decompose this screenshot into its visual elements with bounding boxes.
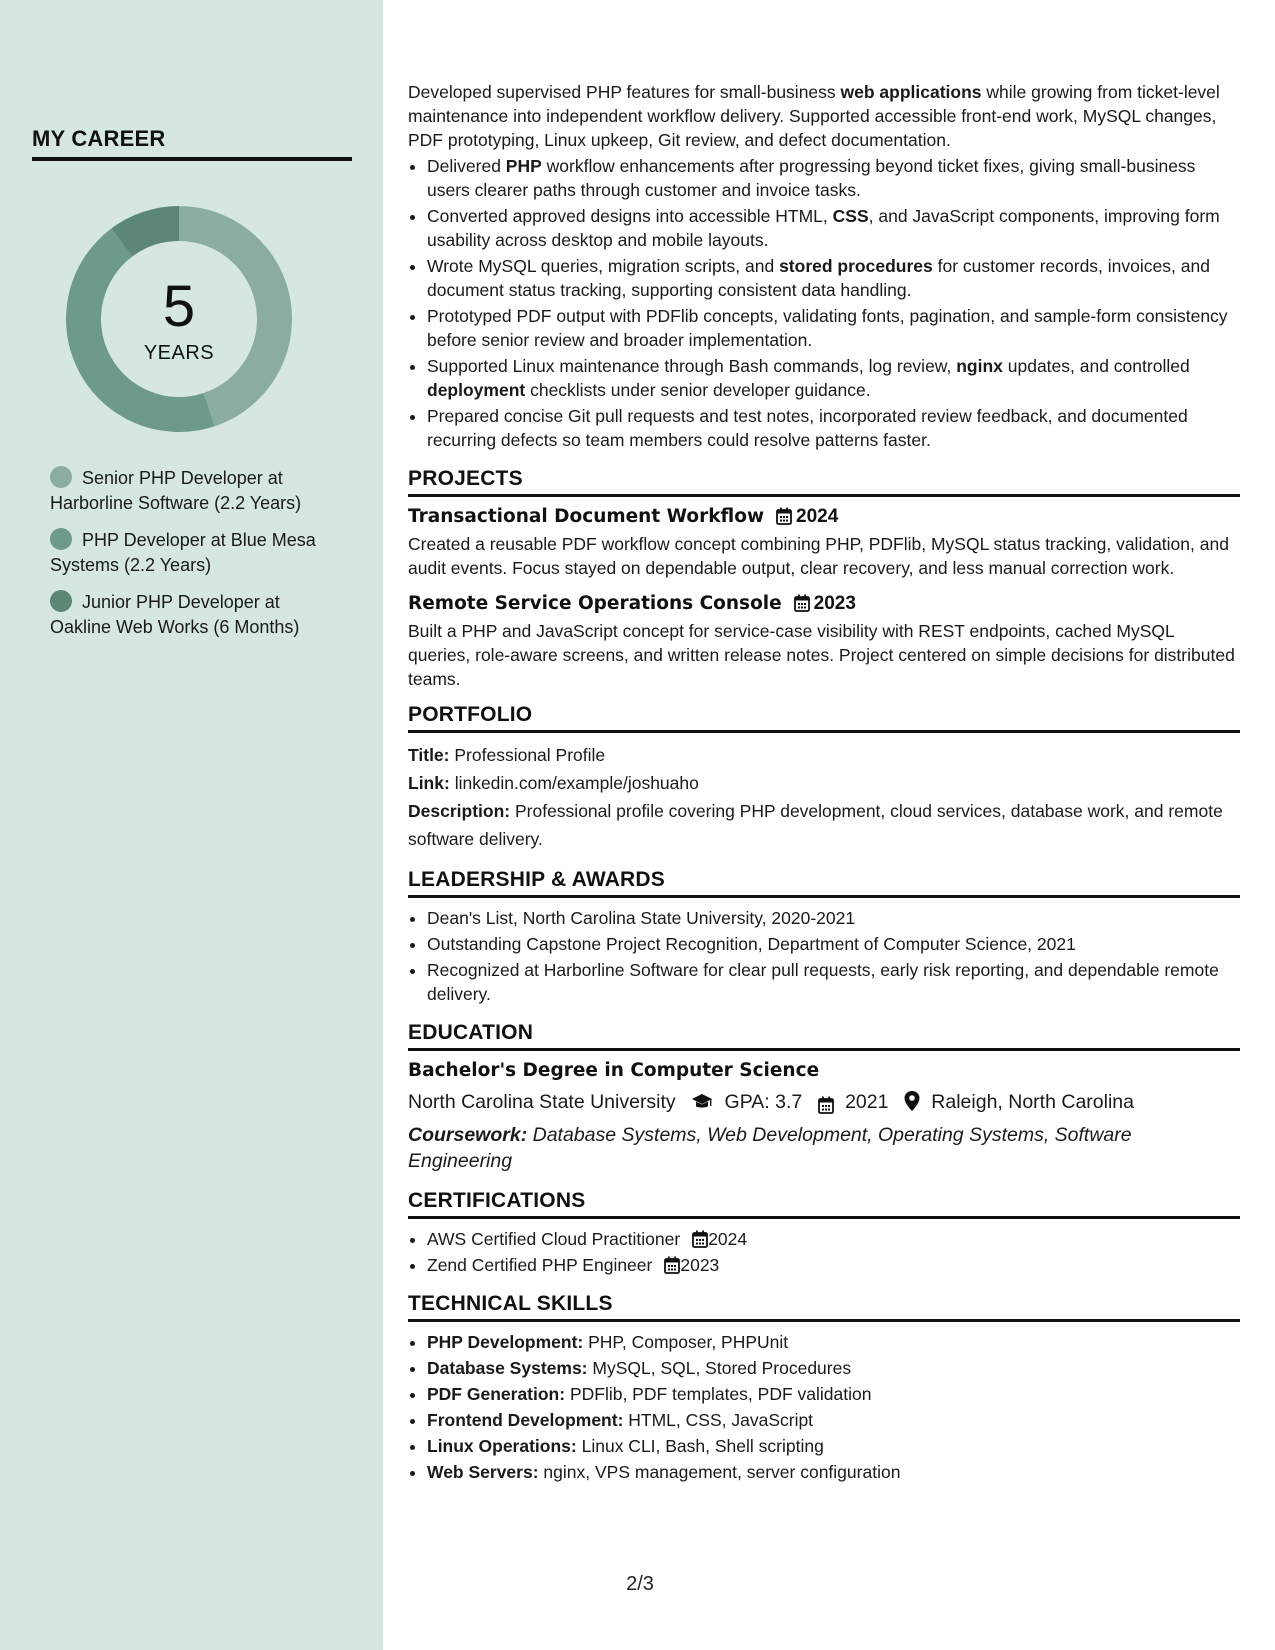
school-location: Raleigh, North Carolina: [931, 1091, 1134, 1113]
experience-bullets: [408, 154, 1240, 452]
education-meta: [408, 1089, 1240, 1118]
skill-label: PDF Generation:: [427, 1384, 566, 1404]
certification-item: [427, 1253, 1240, 1277]
certification-name: Zend Certified PHP Engineer: [427, 1255, 653, 1275]
school-name: North Carolina State University: [408, 1091, 676, 1113]
page-number: 2/3: [626, 1573, 654, 1595]
project-title: [408, 505, 1240, 529]
legend-item: [50, 466, 340, 516]
certifications-list: [408, 1227, 1240, 1277]
skill-item: [427, 1408, 1240, 1432]
bullet-text: workflow enhancements after progressing beyond ticket fixes, giving small-business users clearer paths through customer and invoice tasks.: [427, 156, 1196, 200]
experience-bullet: • Prototyped PDF output with PDFlib concepts, validating fonts, pagination, and sample-form consistency before senior review and broader implementation.: [427, 304, 1240, 352]
certification-year: 2023: [680, 1255, 720, 1275]
bullet-text: Delivered: [427, 156, 506, 176]
skill-value: Linux CLI, Bash, Shell scripting: [581, 1436, 824, 1456]
skill-label: Frontend Development:: [427, 1410, 624, 1430]
portfolio-desc-row: [408, 797, 1240, 853]
skill-value: nginx, VPS management, server configuration: [543, 1462, 901, 1482]
career-donut-chart: [66, 206, 292, 432]
bullet-bold: PHP: [505, 156, 542, 176]
projects-heading: PROJECTS: [408, 467, 1240, 497]
intro-text: Developed supervised PHP features for small-business: [408, 82, 841, 102]
degree-name: Bachelor's Degree in Computer Science: [408, 1060, 820, 1081]
legend-label: PHP Developer at Blue Mesa Systems (2.2 Years): [50, 530, 316, 575]
legend-item: [50, 590, 340, 640]
sidebar: [0, 0, 383, 1650]
award-item: • Dean's List, North Carolina State University, 2020-2021: [427, 906, 1240, 930]
skills-heading: TECHNICAL SKILLS: [408, 1292, 1240, 1322]
skill-label: Database Systems:: [427, 1358, 588, 1378]
bullet-text: Supported Linux maintenance through Bash commands, log review,: [427, 356, 957, 376]
skill-label: PHP Development:: [427, 1332, 584, 1352]
certifications-heading: CERTIFICATIONS: [408, 1189, 1240, 1219]
experience-bullet: [427, 354, 1240, 402]
legend-dot: [50, 590, 72, 612]
award-item: • Recognized at Harborline Software for clear pull requests, early risk reporting, and dependable remote delivery.: [427, 958, 1240, 1006]
experience-bullet: • Prepared concise Git pull requests and test notes, incorporated review feedback, and documented recurring defects so team members could resolve patterns faster.: [427, 404, 1240, 452]
bullet-text: checklists under senior developer guidance.: [525, 380, 871, 400]
total-years-unit: YEARS: [143, 341, 215, 364]
legend-dot: [50, 466, 72, 488]
skill-value: MySQL, SQL, Stored Procedures: [592, 1358, 852, 1378]
skill-item: [427, 1382, 1240, 1406]
skill-item: [427, 1460, 1240, 1484]
graduation-cap-icon: [691, 1092, 713, 1118]
award-item: • Outstanding Capstone Project Recognition, Department of Computer Science, 2021: [427, 932, 1240, 956]
certification-name: AWS Certified Cloud Practitioner: [427, 1229, 681, 1249]
skill-label: Linux Operations:: [427, 1436, 577, 1456]
calendar-icon: [664, 1256, 680, 1274]
project-title: [408, 592, 1240, 616]
coursework-label: Coursework:: [408, 1124, 528, 1146]
skill-value: PDFlib, PDF templates, PDF validation: [569, 1384, 872, 1404]
awards-heading: LEADERSHIP & AWARDS: [408, 868, 1240, 898]
skill-value: HTML, CSS, JavaScript: [628, 1410, 814, 1430]
skill-item: [427, 1330, 1240, 1354]
bullet-bold: deployment: [427, 380, 526, 400]
calendar-icon: [818, 1092, 834, 1118]
project-name: Remote Service Operations Console: [408, 593, 782, 614]
experience-bullet: [427, 254, 1240, 302]
map-pin-icon: [904, 1091, 920, 1118]
main-content: [408, 80, 1240, 1486]
portfolio-heading: PORTFOLIO: [408, 703, 1240, 733]
calendar-icon: [692, 1230, 708, 1248]
education-heading: EDUCATION: [408, 1021, 1240, 1051]
portfolio-desc-value: Professional profile covering PHP development, cloud services, database work, and remote software delivery.: [408, 801, 1223, 849]
intro-text-2: while growing from ticket-level maintenance into independent workflow delivery. Supported accessible front-end work, MySQL changes, PDF prototyping, Linux upkeep, Git review, and defect documentation.: [408, 82, 1220, 150]
legend-label: Junior PHP Developer at Oakline Web Works (6 Months): [50, 592, 300, 637]
legend-dot: [50, 528, 72, 550]
portfolio-link-row: [408, 769, 1240, 797]
project-name: Transactional Document Workflow: [408, 506, 765, 527]
career-legend: [50, 466, 340, 652]
project-year: 2023: [813, 593, 856, 614]
coursework: [408, 1122, 1240, 1174]
experience-bullet: [427, 154, 1240, 202]
certification-year: 2024: [708, 1229, 748, 1249]
calendar-icon: [776, 507, 792, 525]
awards-list: [408, 906, 1240, 1006]
certification-item: [427, 1227, 1240, 1251]
portfolio-desc-label: Description:: [408, 801, 511, 821]
experience-section: [408, 80, 1240, 452]
coursework-value: Database Systems, Web Development, Operating Systems, Software Engineering: [408, 1124, 1132, 1172]
project-description: Built a PHP and JavaScript concept for service-case visibility with REST endpoints, cached MySQL queries, role-aware screens, and written release notes. Project centered on simple decisions for distributed teams.: [408, 621, 1235, 689]
skill-value: PHP, Composer, PHPUnit: [588, 1332, 789, 1352]
donut-center: [66, 206, 292, 432]
calendar-icon: [794, 594, 810, 612]
bullet-bold: CSS: [832, 206, 869, 226]
projects-list: [408, 505, 1240, 691]
skills-list: [408, 1330, 1240, 1484]
gpa-value: GPA: 3.7: [724, 1091, 803, 1113]
education-section: [408, 1059, 1240, 1174]
skill-label: Web Servers:: [427, 1462, 539, 1482]
bullet-text: , and JavaScript components, improving form usability across desktop and mobile layouts.: [427, 206, 1220, 250]
portfolio-title-row: [408, 741, 1240, 769]
portfolio-title-value: Professional Profile: [454, 745, 606, 765]
graduation-year: 2021: [845, 1091, 889, 1113]
skill-item: [427, 1356, 1240, 1380]
experience-bullet: [427, 204, 1240, 252]
bullet-text: updates, and controlled: [1002, 356, 1190, 376]
bullet-bold: nginx: [956, 356, 1003, 376]
project-year: 2024: [796, 506, 839, 527]
bullet-text: Wrote MySQL queries, migration scripts, and: [427, 256, 780, 276]
legend-label: Senior PHP Developer at Harborline Software (2.2 Years): [50, 468, 302, 513]
portfolio-link[interactable]: linkedin.com/example/joshuaho: [454, 773, 699, 793]
intro-bold: web applications: [840, 82, 982, 102]
total-years-value: 5: [162, 273, 196, 339]
project-description: Created a reusable PDF workflow concept combining PHP, PDFlib, MySQL status tracking, validation, and audit events. Focus stayed on dependable output, clear recovery, and less manual correction work.: [408, 534, 1229, 578]
skill-item: [427, 1434, 1240, 1458]
bullet-bold: stored procedures: [779, 256, 933, 276]
experience-intro: [408, 80, 1240, 152]
portfolio-section: [408, 741, 1240, 853]
portfolio-title-label: Title:: [408, 745, 450, 765]
legend-item: [50, 528, 340, 578]
bullet-text: Converted approved designs into accessible HTML,: [427, 206, 833, 226]
bullet-text: for customer records, invoices, and document status tracking, supporting consistent data handling.: [427, 256, 1210, 300]
career-heading: MY CAREER: [32, 126, 352, 161]
portfolio-link-label: Link:: [408, 773, 450, 793]
